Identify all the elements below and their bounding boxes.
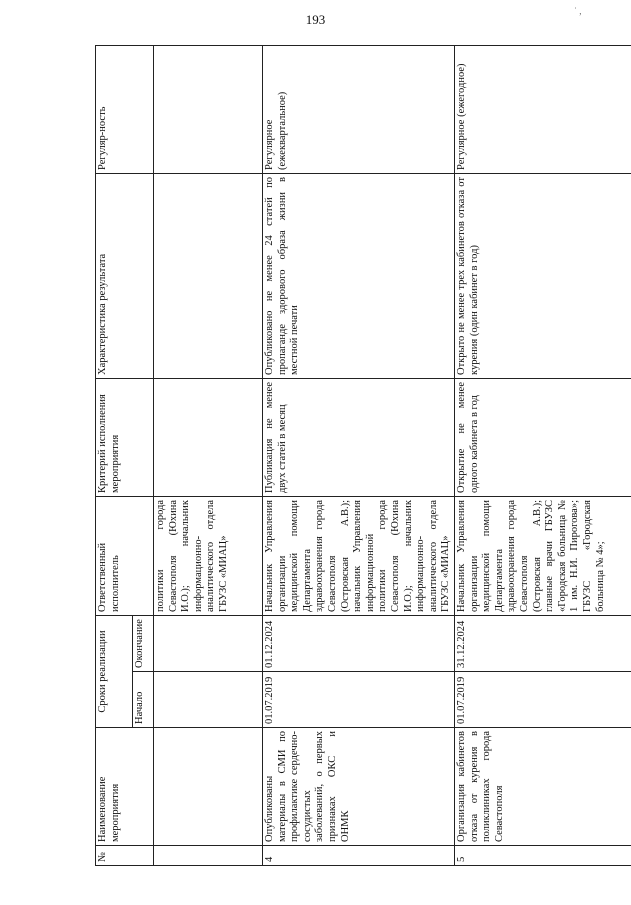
- rotated-table-container: [95, 46, 626, 866]
- header-result: Характеристика результата: [96, 173, 154, 378]
- row-result: Открыто не менее трех кабинетов отказа от курения (один кабинет в год): [455, 173, 631, 378]
- row-num: [154, 846, 263, 866]
- table-row: [455, 45, 631, 865]
- row-criterion: Открытие не менее одного кабинета в год: [455, 378, 631, 496]
- row-responsible: политики города Севастополя (Юхина И.О.); начальник информационно-аналитического отдела ГБУЗС «МИАЦ»: [154, 496, 263, 615]
- row-start: 01.07.2019: [263, 672, 455, 728]
- row-name: [154, 728, 263, 846]
- row-regularity: [154, 45, 263, 173]
- row-responsible: Начальник Управления организации медицинской помощи Департамента здравоохранения города Севастополя (Островская А.В.); главные врачи ГБУЗС «Городская больница № 1 им. Н.И. Пирогова»; ГБУЗС «Городская больница № 4»;: [455, 496, 631, 615]
- header-criterion: Критерий исполнения мероприятия: [96, 378, 154, 496]
- row-result: [154, 173, 263, 378]
- header-regularity: Регуляр-ность: [96, 45, 154, 173]
- row-name: Опубликованы материалы в СМИ по профилактике сердечно-сосудистых заболеваний, о первых признаках ОКС и ОНМК: [263, 728, 455, 846]
- row-end: 31.12.2024: [455, 615, 631, 671]
- row-regularity: Регулярное (ежегодное): [455, 45, 631, 173]
- row-regularity: Регулярное (ежеквартальное): [263, 45, 455, 173]
- scan-mark: ˙ ,: [574, 6, 582, 16]
- row-result: Опубликовано не менее 24 статей по пропаганде здорового образа жизни в местной печати: [263, 173, 455, 378]
- table-header-row: [96, 45, 133, 865]
- row-responsible: Начальник Управления организации медицинской помощи Департамента здравоохранения города Севастополя (Островская А.В.); начальник Управления информационной политики города Севастополя (Юхина И.О.); начальник информационно-аналитического отдела ГБУЗС «МИАЦ»: [263, 496, 455, 615]
- measures-table: [95, 45, 631, 866]
- header-name: Наименование мероприятия: [96, 728, 154, 846]
- header-deadlines: Сроки реализации: [96, 615, 133, 727]
- row-end: 01.12.2024: [263, 615, 455, 671]
- header-num: №: [96, 846, 154, 866]
- row-start: [154, 672, 263, 728]
- row-num: 5: [455, 846, 631, 866]
- row-name: Организация кабинетов отказа от курения в поликлиниках города Севастополя: [455, 728, 631, 846]
- row-start: 01.07.2019: [455, 672, 631, 728]
- row-end: [154, 615, 263, 671]
- row-criterion: [154, 378, 263, 496]
- row-num: 4: [263, 846, 455, 866]
- header-start: Начало: [133, 672, 154, 728]
- header-responsible: Ответственный исполнитель: [96, 496, 154, 615]
- page-number: 193: [305, 12, 326, 27]
- table-row: [263, 45, 455, 865]
- row-criterion: Публикация не менее двух статей в месяц: [263, 378, 455, 496]
- table-row: [154, 45, 263, 865]
- header-end: Окончание: [133, 615, 154, 671]
